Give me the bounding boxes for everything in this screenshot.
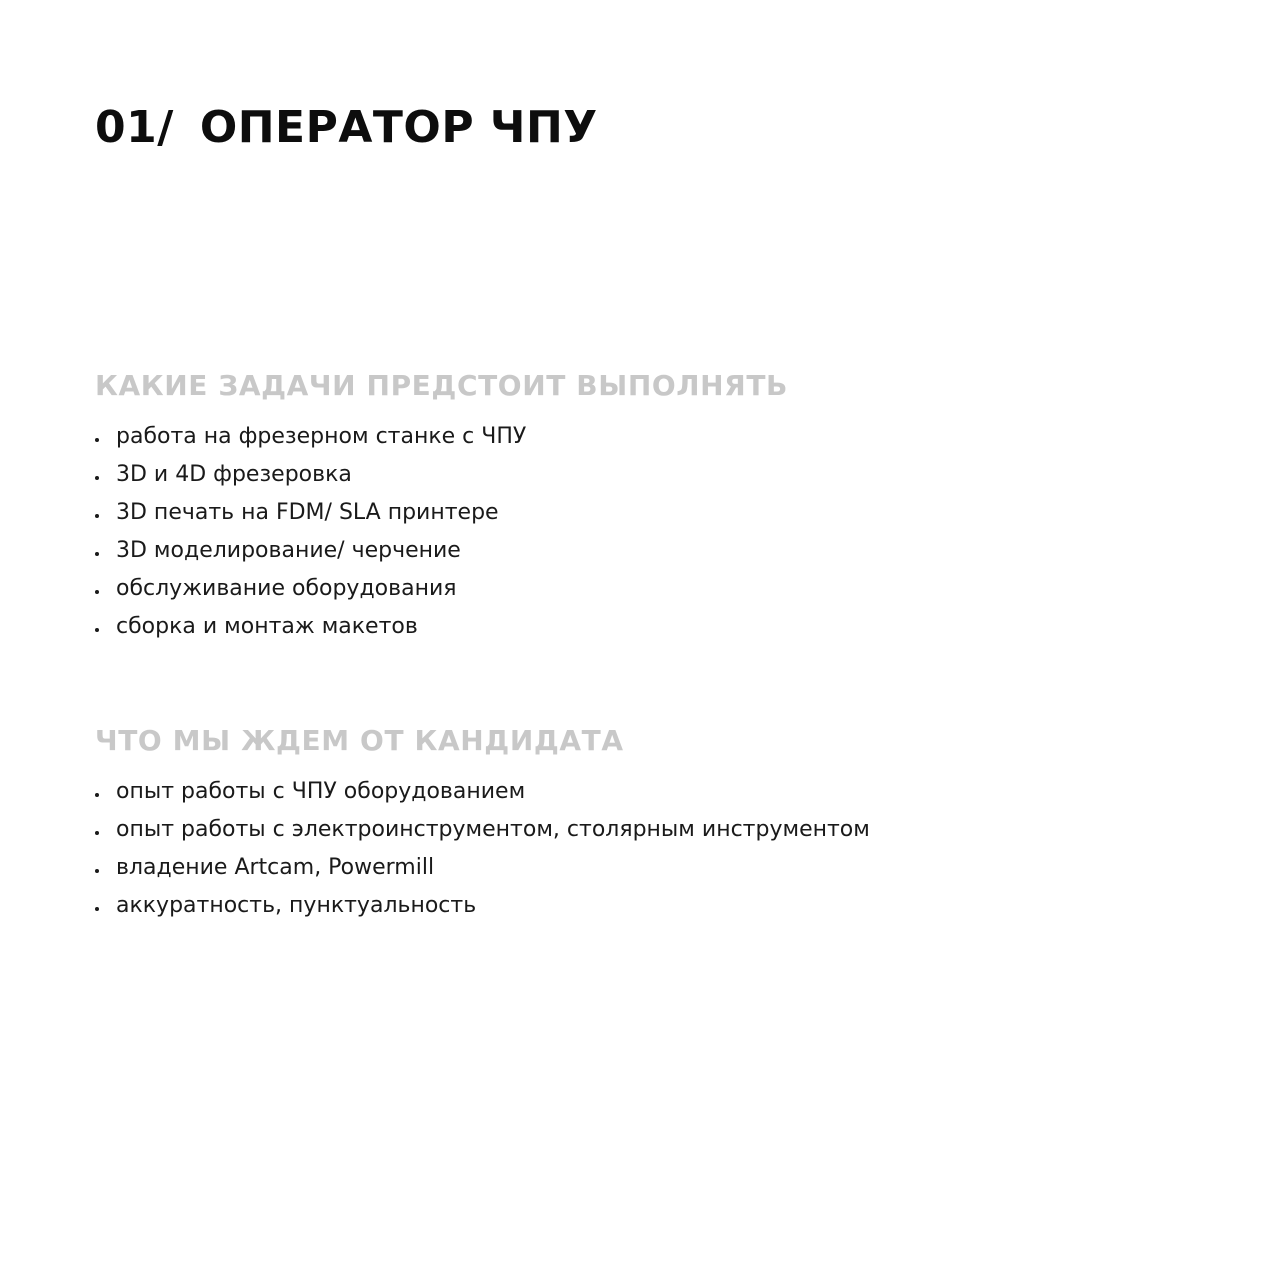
list-item-text: опыт работы с электроинструментом, столярным инструментом (116, 817, 870, 842)
list-item-text: 3D моделирование/ черчение (116, 538, 461, 563)
list-item (95, 570, 788, 608)
bullet-icon (95, 514, 99, 518)
list-item-text: опыт работы с ЧПУ оборудованием (116, 779, 526, 804)
list-item (95, 494, 788, 532)
list-item-text: 3D печать на FDM/ SLA принтере (116, 500, 499, 525)
title-number: 01/ (95, 102, 174, 153)
tasks-section (95, 364, 788, 646)
bullet-icon (95, 590, 99, 594)
bullet-icon (95, 869, 99, 873)
bullet-icon (95, 552, 99, 556)
requirements-section (95, 719, 870, 925)
list-item-text: сборка и монтаж макетов (116, 614, 418, 639)
bullet-icon (95, 793, 99, 797)
list-item-text: работа на фрезерном станке с ЧПУ (116, 424, 527, 449)
list-item (95, 532, 788, 570)
bullet-icon (95, 907, 99, 911)
list-item-text: 3D и 4D фрезеровка (116, 462, 352, 487)
bullet-icon (95, 476, 99, 480)
list-item (95, 811, 870, 849)
list-item (95, 773, 870, 811)
list-item (95, 418, 788, 456)
list-item-text: обслуживание оборудования (116, 576, 457, 601)
tasks-heading: КАКИЕ ЗАДАЧИ ПРЕДСТОИТ ВЫПОЛНЯТЬ (95, 369, 788, 402)
list-item (95, 849, 870, 887)
list-item (95, 887, 870, 925)
list-item-text: аккуратность, пунктуальность (116, 893, 477, 918)
bullet-icon (95, 438, 99, 442)
bullet-icon (95, 628, 99, 632)
list-item (95, 456, 788, 494)
title-text: ОПЕРАТОР ЧПУ (199, 102, 598, 153)
bullet-icon (95, 831, 99, 835)
page-title (95, 100, 598, 156)
tasks-list (95, 418, 788, 646)
list-item-text: владение Artcam, Powermill (116, 855, 435, 880)
list-item (95, 608, 788, 646)
requirements-list (95, 773, 870, 925)
requirements-heading: ЧТО МЫ ЖДЕМ ОТ КАНДИДАТА (95, 724, 624, 757)
